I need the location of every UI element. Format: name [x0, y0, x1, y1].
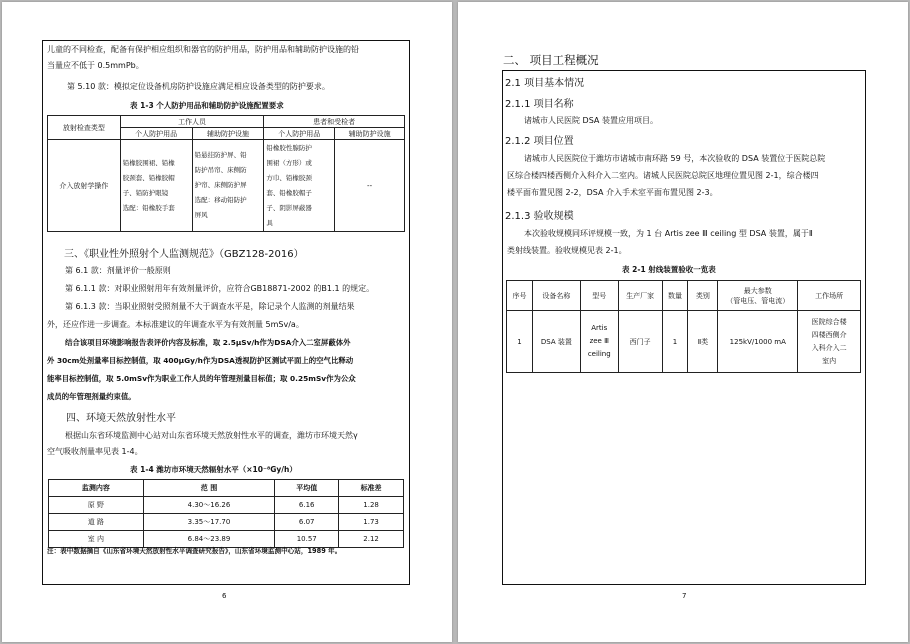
table-header: 型号	[580, 281, 618, 311]
table-cell: 125kV/1000 mA	[718, 311, 798, 373]
paragraph-line: 第 5.10 款：模拟定位设备机房防护设施应满足相应设备类型的防护要求。	[67, 82, 330, 91]
paragraph-line: 类射线装置。验收规模见表 2-1。	[507, 246, 627, 255]
table-header: 患者和受检者	[264, 116, 405, 128]
table-cell: 介入放射学操作	[48, 140, 121, 232]
table-caption: 表 2-1 射线装置验收一览表	[622, 265, 716, 274]
table-header: 最大参数 （管电压、管电流）	[718, 281, 798, 311]
bold-paragraph-line: 能率目标控制值，取 5.0mSv作为职业工作人员的年管理剂量目标值；取 0.25mSv作为公众	[47, 374, 356, 383]
table-cell: 10.57	[275, 531, 339, 548]
table-cell: 3.35～17.70	[143, 514, 275, 531]
table-row	[507, 311, 861, 373]
protection-table	[47, 115, 405, 232]
paragraph-line: 第 6.1 款：剂量评价一般原则	[65, 266, 171, 275]
table-header: 监测内容	[49, 480, 144, 497]
table-header: 工作场所	[798, 281, 861, 311]
table-header: 个人防护用品	[120, 128, 192, 140]
table-cell: 1	[662, 311, 688, 373]
bold-paragraph-line: 成员的年管理剂量约束值。	[47, 392, 136, 401]
section-heading: 2.1 项目基本情况	[505, 78, 585, 89]
chapter-title: 二、 项目工程概况	[503, 53, 599, 67]
table-cell: Artis zee Ⅲ ceiling	[580, 311, 618, 373]
paragraph-line: 第 6.1.1 款：对职业照射用年有效剂量评价，应符合GB18871-2002 的B1.1 的规定。	[65, 284, 375, 293]
document-page-7	[458, 2, 908, 642]
table-row	[49, 514, 404, 531]
document-page-6	[2, 2, 452, 642]
table-note: 注：表中数据摘自《山东省环境天然放射性水平调查研究报告》，山东省环境监测中心站，1989 年。	[47, 547, 342, 555]
table-header: 设备名称	[532, 281, 580, 311]
section-heading: 三、《职业性外照射个人监测规范》（GBZ128-2016）	[64, 249, 304, 260]
table-row	[49, 531, 404, 548]
equipment-table	[506, 280, 861, 373]
table-cell: 1	[507, 311, 533, 373]
table-cell: 道 路	[49, 514, 144, 531]
table-header: 平均值	[275, 480, 339, 497]
table-caption: 表 1-3 个人防护用品和辅助防护设施配置要求	[130, 101, 284, 110]
paragraph-line: 外，还应作进一步调查。本标准建议的年调查水平为有效剂量 5mSv/a。	[47, 320, 304, 329]
paragraph-line: 本次验收规模同环评规模一致，为 1 台 Artis zee Ⅲ ceiling 型 DSA 装置，属于Ⅱ	[524, 229, 813, 238]
paragraph-line: 诸城市人民医院 DSA 装置应用项目。	[524, 116, 658, 125]
table-header: 类别	[688, 281, 718, 311]
paragraph-line: 当量应不低于 0.5mmPb。	[47, 61, 144, 70]
table-cell: 西门子	[618, 311, 662, 373]
table-cell: 1.28	[339, 497, 404, 514]
table-header: 序号	[507, 281, 533, 311]
table-header: 数量	[662, 281, 688, 311]
table-cell: 原 野	[49, 497, 144, 514]
paragraph-line: 区综合楼四楼西侧介入科介入二室内。诸城人民医院总院区地理位置见图 2-1，综合楼四	[507, 171, 819, 180]
table-cell: 6.84～23.89	[143, 531, 275, 548]
table-cell: --	[335, 140, 405, 232]
table-cell: 铅悬挂防护屏、铅 防护吊帘、床侧防 护帘、床侧防护屏 选配：移动铅防护 屏风	[192, 140, 264, 232]
table-cell: 4.30～16.26	[143, 497, 275, 514]
paragraph-line: 第 6.1.3 款：当职业照射受照剂量不大于调查水平是，除记录个人监测的剂量结果	[65, 302, 355, 311]
table-header: 放射检查类型	[48, 116, 121, 140]
table-cell: DSA 装置	[532, 311, 580, 373]
table-cell: 铅橡胶围裙、铅橡 胶颈套、铅橡胶帽 子、铅防护眼镜 选配：铅橡胶手套	[120, 140, 192, 232]
table-header: 辅助防护设施	[335, 128, 405, 140]
table-cell: 铅橡胶性腺防护 围裙（方形）或 方巾、铅橡胶颈 套、铅橡胶帽子 子、阴影屏蔽器 具	[264, 140, 335, 232]
table-cell: 2.12	[339, 531, 404, 548]
table-cell: 6.07	[275, 514, 339, 531]
page-number: 6	[222, 592, 227, 600]
bold-paragraph-line: 外 30cm处剂量率目标控制值，取 400μGy/h作为DSA透视防护区测试平面上的空气比释动	[47, 356, 354, 365]
paragraph-line: 诸城市人民医院位于潍坊市诸城市南环路 59 号，本次验收的 DSA 装置位于医院总院	[524, 154, 826, 163]
table-cell: 室 内	[49, 531, 144, 548]
table-cell: Ⅱ类	[688, 311, 718, 373]
table-caption: 表 1-4 潍坊市环境天然辐射水平（×10⁻⁸Gy/h）	[130, 465, 297, 474]
table-header: 范 围	[143, 480, 275, 497]
section-heading: 2.1.2 项目位置	[505, 136, 574, 147]
table-header: 个人防护用品	[264, 128, 335, 140]
paragraph-line: 楼平面布置见图 2-2，DSA 介入手术室平面布置见图 2-3。	[507, 188, 718, 197]
paragraph-line: 空气吸收剂量率见表 1-4。	[47, 447, 143, 456]
bold-paragraph-line: 结合该项目环境影响报告表评价内容及标准，取 2.5μSv/h作为DSA介入二室屏蔽体外	[65, 338, 351, 347]
section-heading: 2.1.1 项目名称	[505, 99, 574, 110]
paragraph-line: 儿童的不同检查，配备有保护相应组织和器官的防护用品，防护用品和辅助防护设施的铅	[47, 45, 359, 54]
table-cell: 医院综合楼 四楼西侧介 入科介入二 室内	[798, 311, 861, 373]
radiation-table	[48, 479, 404, 548]
page-number: 7	[682, 592, 687, 600]
table-header: 标准差	[339, 480, 404, 497]
table-cell: 6.16	[275, 497, 339, 514]
table-header: 生产厂家	[618, 281, 662, 311]
paragraph-line: 根据山东省环境监测中心站对山东省环境天然放射性水平的调查，潍坊市环境天然γ	[65, 431, 358, 440]
section-heading: 2.1.3 验收规模	[505, 211, 574, 222]
section-heading: 四、环境天然放射性水平	[66, 413, 176, 424]
table-row	[49, 497, 404, 514]
table-header: 工作人员	[120, 116, 264, 128]
table-cell: 1.73	[339, 514, 404, 531]
table-header: 辅助防护设施	[192, 128, 264, 140]
